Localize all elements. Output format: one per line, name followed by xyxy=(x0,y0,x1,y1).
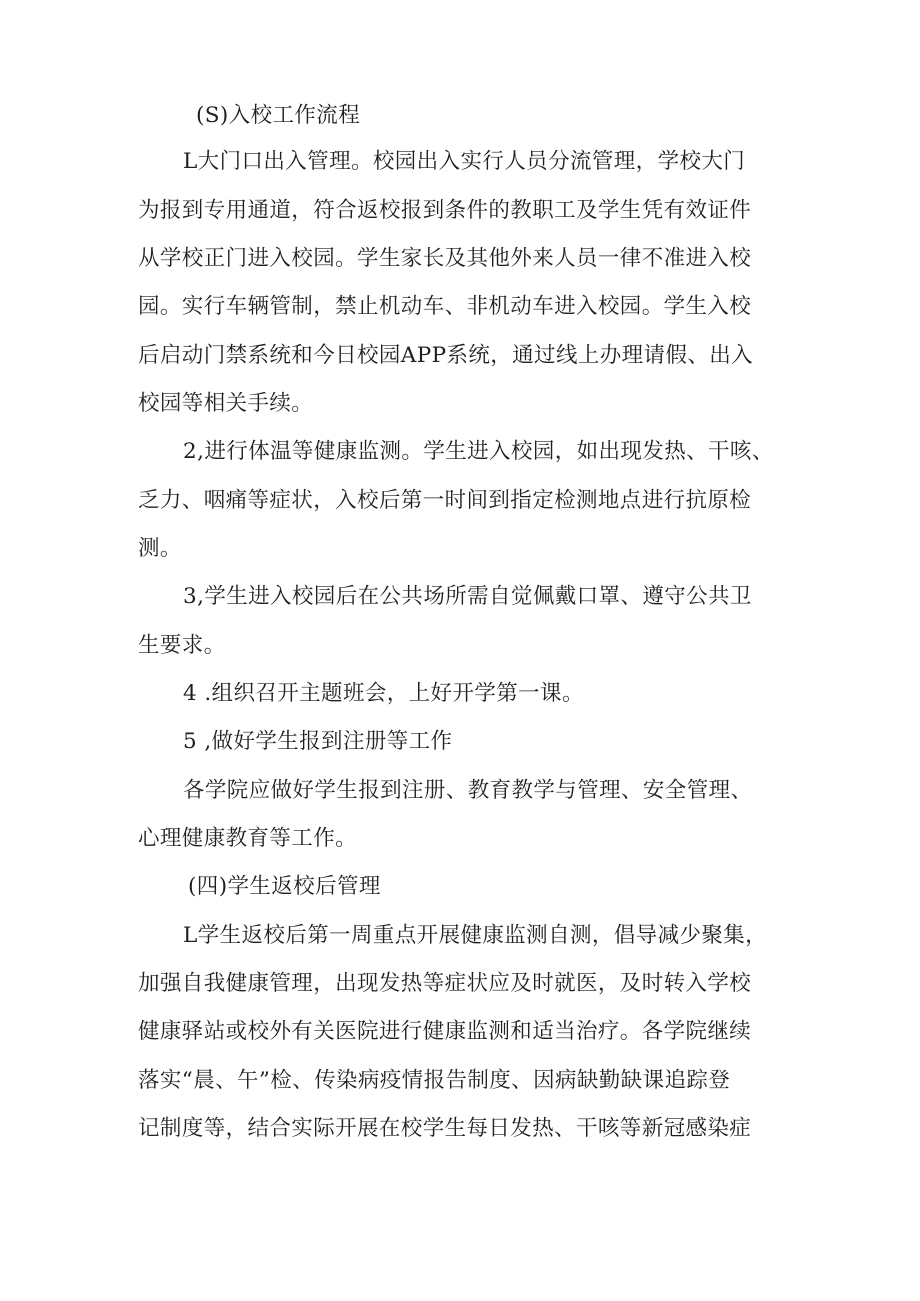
paragraph-line: 后启动门禁系统和今日校园APP系统，通过线上办理请假、出入 xyxy=(138,343,754,368)
paragraph-line: 测。 xyxy=(138,536,182,561)
paragraph-line: 为报到专用通道，符合返校报到条件的教职工及学生凭有效证件 xyxy=(138,198,752,223)
paragraph-line: 校园等相关手续。 xyxy=(138,391,314,416)
paragraph-line: 记制度等，结合实际开展在校学生每日发热、干咳等新冠感染症 xyxy=(138,1116,752,1141)
paragraph-line: 健康驿站或校外有关医院进行健康监测和适当治疗。各学院继续 xyxy=(138,1019,752,1044)
paragraph-line: 加强自我健康管理，出现发热等症状应及时就医，及时转入学校 xyxy=(138,971,752,996)
paragraph-line: 心理健康教育等工作。 xyxy=(138,826,358,851)
paragraph-line: 5 ,做好学生报到注册等工作 xyxy=(183,729,453,754)
section-heading-4: (四)学生返校后管理 xyxy=(188,874,381,899)
paragraph-line: 落实“晨、午”检、传染病疫情报告制度、因病缺勤缺课追踪登 xyxy=(138,1068,731,1093)
paragraph-line: 各学院应做好学生报到注册、教育教学与管理、安全管理、 xyxy=(183,778,753,803)
paragraph-line: L学生返校后第一周重点开展健康监测自测，倡导减少聚集， xyxy=(183,923,768,948)
paragraph-line: 园。实行车辆管制，禁止机动车、非机动车进入校园。学生入校 xyxy=(138,294,752,319)
paragraph-line: L大门口出入管理。校园出入实行人员分流管理，学校大门 xyxy=(183,149,746,174)
paragraph-line: 乏力、咽痛等症状，入校后第一时间到指定检测地点进行抗原检 xyxy=(138,488,752,513)
paragraph-line: 3,学生进入校园后在公共场所需自觉佩戴口罩、遵守公共卫 xyxy=(183,584,752,609)
paragraph-line: 4 .组织召开主题班会，上好开学第一课。 xyxy=(183,681,584,706)
paragraph-line: 生要求。 xyxy=(138,633,226,658)
paragraph-line: 2,进行体温等健康监测。学生进入校园，如出现发热、干咳、 xyxy=(183,439,774,464)
section-heading-3: (S)入校工作流程 xyxy=(196,103,361,128)
paragraph-line: 从学校正门进入校园。学生家长及其他外来人员一律不准进入校 xyxy=(138,246,752,271)
